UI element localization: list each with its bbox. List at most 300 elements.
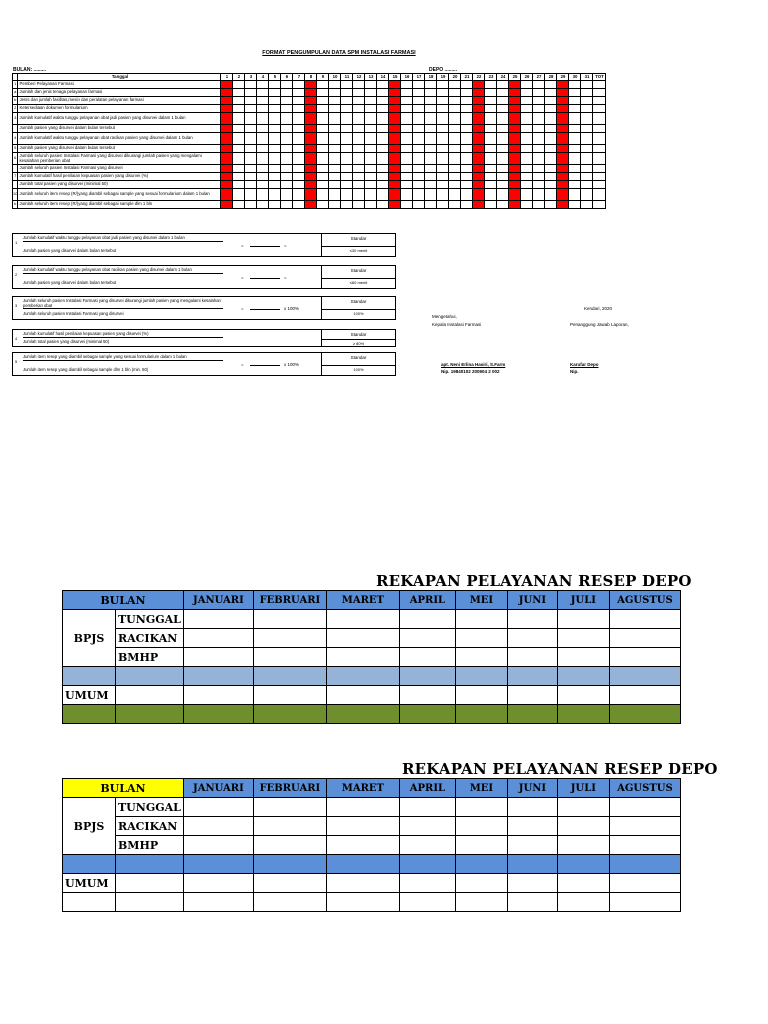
spm-cell[interactable] — [281, 89, 293, 97]
spm-cell[interactable] — [293, 97, 305, 105]
spm-cell[interactable] — [557, 125, 569, 133]
spm-cell[interactable] — [221, 201, 233, 209]
spm-cell[interactable] — [485, 173, 497, 181]
spm-cell[interactable] — [377, 81, 389, 89]
spm-cell[interactable] — [305, 133, 317, 145]
spm-cell[interactable] — [245, 97, 257, 105]
spm-cell[interactable] — [257, 181, 269, 189]
rekap-cell[interactable] — [557, 817, 609, 836]
spm-cell[interactable] — [413, 89, 425, 97]
spm-cell[interactable] — [461, 133, 473, 145]
rekap-cell[interactable] — [507, 817, 557, 836]
rekap-cell[interactable] — [326, 836, 399, 855]
spm-cell[interactable] — [437, 89, 449, 97]
spm-cell[interactable] — [533, 133, 545, 145]
spm-cell[interactable] — [377, 173, 389, 181]
spm-cell[interactable] — [365, 145, 377, 153]
spm-cell[interactable] — [569, 89, 581, 97]
spm-cell[interactable] — [425, 181, 437, 189]
spm-cell[interactable] — [557, 201, 569, 209]
spm-cell[interactable] — [257, 81, 269, 89]
spm-cell[interactable] — [425, 173, 437, 181]
spm-cell[interactable] — [341, 113, 353, 125]
spm-cell[interactable] — [509, 113, 521, 125]
spm-cell[interactable] — [413, 145, 425, 153]
spm-cell[interactable] — [497, 181, 509, 189]
rekap-cell[interactable] — [183, 836, 253, 855]
spm-cell[interactable] — [461, 125, 473, 133]
spm-cell[interactable] — [545, 181, 557, 189]
spm-cell[interactable] — [473, 153, 485, 165]
spm-cell[interactable] — [233, 105, 245, 113]
spm-cell[interactable] — [305, 201, 317, 209]
spm-cell[interactable] — [353, 165, 365, 173]
rekap-cell[interactable] — [557, 648, 609, 667]
spm-cell[interactable] — [437, 113, 449, 125]
total-cell[interactable] — [455, 705, 507, 724]
spm-cell[interactable] — [329, 165, 341, 173]
spm-cell[interactable] — [317, 145, 329, 153]
spm-cell[interactable] — [569, 153, 581, 165]
spm-cell[interactable] — [509, 125, 521, 133]
spm-cell[interactable] — [269, 97, 281, 105]
spm-cell[interactable] — [257, 201, 269, 209]
spm-cell[interactable] — [221, 89, 233, 97]
spm-cell[interactable] — [305, 97, 317, 105]
rekap-cell[interactable] — [399, 817, 455, 836]
spm-cell[interactable] — [425, 97, 437, 105]
spm-cell[interactable] — [473, 173, 485, 181]
spm-cell[interactable] — [341, 133, 353, 145]
spm-cell[interactable] — [581, 113, 593, 125]
rekap-cell[interactable] — [399, 836, 455, 855]
spm-cell[interactable] — [269, 133, 281, 145]
spm-cell[interactable] — [221, 105, 233, 113]
spm-cell[interactable] — [317, 89, 329, 97]
total-cell[interactable] — [63, 705, 116, 724]
spm-cell[interactable] — [593, 133, 606, 145]
spm-cell[interactable] — [497, 125, 509, 133]
spm-cell[interactable] — [329, 89, 341, 97]
spm-cell[interactable] — [389, 89, 401, 97]
total-cell[interactable] — [609, 893, 680, 912]
spm-cell[interactable] — [293, 105, 305, 113]
rekap-cell[interactable] — [455, 836, 507, 855]
spm-cell[interactable] — [509, 201, 521, 209]
spm-cell[interactable] — [569, 133, 581, 145]
spm-cell[interactable] — [449, 153, 461, 165]
spm-cell[interactable] — [425, 145, 437, 153]
spm-cell[interactable] — [233, 89, 245, 97]
spm-cell[interactable] — [473, 145, 485, 153]
spm-cell[interactable] — [389, 81, 401, 89]
spm-cell[interactable] — [437, 165, 449, 173]
spm-cell[interactable] — [521, 97, 533, 105]
spm-cell[interactable] — [401, 181, 413, 189]
spm-cell[interactable] — [221, 97, 233, 105]
spm-cell[interactable] — [401, 97, 413, 105]
spm-cell[interactable] — [341, 189, 353, 201]
spm-cell[interactable] — [545, 189, 557, 201]
rekap-cell[interactable] — [455, 648, 507, 667]
spm-cell[interactable] — [305, 125, 317, 133]
rekap-cell[interactable] — [609, 798, 680, 817]
rekap-cell[interactable] — [455, 874, 507, 893]
spm-cell[interactable] — [221, 113, 233, 125]
rekap-cell[interactable] — [507, 836, 557, 855]
spm-cell[interactable] — [437, 97, 449, 105]
rekap-cell[interactable] — [183, 798, 253, 817]
spm-cell[interactable] — [545, 89, 557, 97]
spm-cell[interactable] — [581, 165, 593, 173]
rekap-cell[interactable] — [507, 686, 557, 705]
spm-cell[interactable] — [329, 181, 341, 189]
rekap-cell[interactable] — [253, 798, 326, 817]
spm-cell[interactable] — [353, 153, 365, 165]
total-cell[interactable] — [557, 705, 609, 724]
spm-cell[interactable] — [461, 165, 473, 173]
rekap-cell[interactable] — [455, 686, 507, 705]
spm-cell[interactable] — [449, 181, 461, 189]
spm-cell[interactable] — [293, 201, 305, 209]
rekap-cell[interactable] — [557, 836, 609, 855]
spm-cell[interactable] — [329, 113, 341, 125]
rekap-cell[interactable] — [183, 686, 253, 705]
spm-cell[interactable] — [473, 89, 485, 97]
spm-cell[interactable] — [557, 153, 569, 165]
spm-cell[interactable] — [341, 201, 353, 209]
spm-cell[interactable] — [473, 189, 485, 201]
spm-cell[interactable] — [401, 153, 413, 165]
spm-cell[interactable] — [581, 81, 593, 89]
rekap-cell[interactable] — [507, 629, 557, 648]
spm-cell[interactable] — [353, 189, 365, 201]
spm-cell[interactable] — [485, 105, 497, 113]
spm-cell[interactable] — [545, 113, 557, 125]
spm-cell[interactable] — [317, 125, 329, 133]
spm-cell[interactable] — [233, 173, 245, 181]
spm-cell[interactable] — [485, 133, 497, 145]
spm-cell[interactable] — [281, 97, 293, 105]
spm-cell[interactable] — [509, 81, 521, 89]
spm-cell[interactable] — [293, 133, 305, 145]
spm-cell[interactable] — [245, 125, 257, 133]
rekap-cell[interactable] — [399, 798, 455, 817]
spm-cell[interactable] — [413, 113, 425, 125]
spm-cell[interactable] — [485, 201, 497, 209]
rekap-cell[interactable] — [326, 648, 399, 667]
spm-cell[interactable] — [317, 173, 329, 181]
spm-cell[interactable] — [281, 201, 293, 209]
spm-cell[interactable] — [233, 133, 245, 145]
spm-cell[interactable] — [449, 105, 461, 113]
spm-cell[interactable] — [425, 201, 437, 209]
rekap-cell[interactable] — [609, 686, 680, 705]
spm-cell[interactable] — [593, 89, 606, 97]
spm-cell[interactable] — [305, 113, 317, 125]
spm-cell[interactable] — [497, 81, 509, 89]
spm-cell[interactable] — [413, 105, 425, 113]
spm-cell[interactable] — [221, 133, 233, 145]
spm-cell[interactable] — [581, 89, 593, 97]
spm-cell[interactable] — [497, 173, 509, 181]
spm-cell[interactable] — [449, 125, 461, 133]
spm-cell[interactable] — [365, 113, 377, 125]
spm-cell[interactable] — [329, 105, 341, 113]
spm-cell[interactable] — [485, 97, 497, 105]
spm-cell[interactable] — [281, 105, 293, 113]
spm-cell[interactable] — [521, 89, 533, 97]
spm-cell[interactable] — [509, 145, 521, 153]
spm-cell[interactable] — [329, 81, 341, 89]
spm-cell[interactable] — [485, 113, 497, 125]
spm-cell[interactable] — [497, 89, 509, 97]
rekap-cell[interactable] — [455, 610, 507, 629]
spm-cell[interactable] — [557, 97, 569, 105]
spm-cell[interactable] — [269, 165, 281, 173]
spm-cell[interactable] — [593, 173, 606, 181]
spm-cell[interactable] — [377, 97, 389, 105]
rekap-cell[interactable] — [609, 629, 680, 648]
spm-cell[interactable] — [305, 189, 317, 201]
spm-cell[interactable] — [449, 201, 461, 209]
rekap-cell[interactable] — [609, 610, 680, 629]
spm-cell[interactable] — [365, 173, 377, 181]
spm-cell[interactable] — [389, 165, 401, 173]
spm-cell[interactable] — [509, 133, 521, 145]
rekap-cell[interactable] — [326, 874, 399, 893]
spm-cell[interactable] — [497, 165, 509, 173]
spm-cell[interactable] — [449, 133, 461, 145]
spm-cell[interactable] — [257, 165, 269, 173]
spm-cell[interactable] — [389, 189, 401, 201]
spm-cell[interactable] — [293, 113, 305, 125]
spm-cell[interactable] — [461, 113, 473, 125]
spm-cell[interactable] — [221, 145, 233, 153]
spm-cell[interactable] — [569, 165, 581, 173]
rekap-cell[interactable] — [326, 798, 399, 817]
spm-cell[interactable] — [509, 189, 521, 201]
spm-cell[interactable] — [353, 145, 365, 153]
spm-cell[interactable] — [389, 105, 401, 113]
spm-cell[interactable] — [497, 113, 509, 125]
spm-cell[interactable] — [281, 125, 293, 133]
total-cell[interactable] — [253, 893, 326, 912]
spm-cell[interactable] — [521, 105, 533, 113]
spm-cell[interactable] — [497, 97, 509, 105]
spm-cell[interactable] — [317, 133, 329, 145]
total-cell[interactable] — [326, 893, 399, 912]
spm-cell[interactable] — [545, 201, 557, 209]
spm-cell[interactable] — [305, 81, 317, 89]
spm-cell[interactable] — [593, 165, 606, 173]
spm-cell[interactable] — [233, 125, 245, 133]
spm-cell[interactable] — [353, 105, 365, 113]
spm-cell[interactable] — [413, 81, 425, 89]
spm-cell[interactable] — [569, 125, 581, 133]
spm-cell[interactable] — [473, 97, 485, 105]
spm-cell[interactable] — [377, 181, 389, 189]
spm-cell[interactable] — [389, 201, 401, 209]
spm-cell[interactable] — [317, 97, 329, 105]
spm-cell[interactable] — [269, 89, 281, 97]
spm-cell[interactable] — [317, 189, 329, 201]
spm-cell[interactable] — [341, 81, 353, 89]
spm-cell[interactable] — [329, 97, 341, 105]
rekap-cell[interactable] — [507, 610, 557, 629]
rekap-cell[interactable] — [253, 629, 326, 648]
spm-cell[interactable] — [281, 133, 293, 145]
spm-cell[interactable] — [341, 165, 353, 173]
spm-cell[interactable] — [305, 173, 317, 181]
spm-cell[interactable] — [329, 173, 341, 181]
spm-cell[interactable] — [581, 153, 593, 165]
spm-cell[interactable] — [317, 113, 329, 125]
spm-cell[interactable] — [557, 173, 569, 181]
spm-cell[interactable] — [413, 181, 425, 189]
spm-cell[interactable] — [233, 165, 245, 173]
rekap-cell[interactable] — [557, 629, 609, 648]
spm-cell[interactable] — [377, 133, 389, 145]
rekap-cell[interactable] — [183, 610, 253, 629]
spm-cell[interactable] — [353, 133, 365, 145]
spm-cell[interactable] — [377, 105, 389, 113]
spm-cell[interactable] — [461, 145, 473, 153]
spm-cell[interactable] — [461, 81, 473, 89]
spm-cell[interactable] — [581, 97, 593, 105]
spm-cell[interactable] — [401, 189, 413, 201]
spm-cell[interactable] — [293, 181, 305, 189]
spm-cell[interactable] — [221, 153, 233, 165]
spm-cell[interactable] — [569, 113, 581, 125]
spm-cell[interactable] — [389, 173, 401, 181]
spm-cell[interactable] — [437, 145, 449, 153]
spm-cell[interactable] — [449, 165, 461, 173]
spm-cell[interactable] — [401, 113, 413, 125]
spm-cell[interactable] — [269, 189, 281, 201]
spm-cell[interactable] — [245, 145, 257, 153]
total-cell[interactable] — [507, 705, 557, 724]
spm-cell[interactable] — [401, 133, 413, 145]
spm-cell[interactable] — [365, 153, 377, 165]
spm-cell[interactable] — [257, 113, 269, 125]
spm-cell[interactable] — [533, 125, 545, 133]
spm-cell[interactable] — [221, 189, 233, 201]
spm-cell[interactable] — [485, 153, 497, 165]
spm-cell[interactable] — [413, 153, 425, 165]
spm-cell[interactable] — [473, 125, 485, 133]
spm-cell[interactable] — [497, 189, 509, 201]
spm-cell[interactable] — [269, 81, 281, 89]
spm-cell[interactable] — [281, 145, 293, 153]
rekap-cell[interactable] — [253, 874, 326, 893]
spm-cell[interactable] — [233, 145, 245, 153]
rekap-cell[interactable] — [183, 629, 253, 648]
spm-cell[interactable] — [257, 133, 269, 145]
spm-cell[interactable] — [509, 173, 521, 181]
spm-cell[interactable] — [569, 189, 581, 201]
spm-cell[interactable] — [293, 165, 305, 173]
spm-cell[interactable] — [509, 105, 521, 113]
spm-cell[interactable] — [233, 81, 245, 89]
spm-cell[interactable] — [545, 125, 557, 133]
spm-cell[interactable] — [485, 81, 497, 89]
spm-cell[interactable] — [389, 113, 401, 125]
spm-cell[interactable] — [353, 181, 365, 189]
spm-cell[interactable] — [245, 181, 257, 189]
spm-cell[interactable] — [233, 113, 245, 125]
rekap-cell[interactable] — [326, 629, 399, 648]
spm-cell[interactable] — [449, 145, 461, 153]
spm-cell[interactable] — [461, 153, 473, 165]
spm-cell[interactable] — [557, 181, 569, 189]
spm-cell[interactable] — [485, 181, 497, 189]
spm-cell[interactable] — [353, 173, 365, 181]
total-cell[interactable] — [609, 705, 680, 724]
spm-cell[interactable] — [569, 145, 581, 153]
rekap-cell[interactable] — [455, 629, 507, 648]
spm-cell[interactable] — [233, 97, 245, 105]
spm-cell[interactable] — [341, 125, 353, 133]
spm-cell[interactable] — [461, 105, 473, 113]
spm-cell[interactable] — [329, 133, 341, 145]
spm-cell[interactable] — [341, 105, 353, 113]
spm-cell[interactable] — [533, 201, 545, 209]
rekap-cell[interactable] — [399, 629, 455, 648]
spm-cell[interactable] — [521, 145, 533, 153]
spm-cell[interactable] — [593, 145, 606, 153]
spm-cell[interactable] — [257, 189, 269, 201]
spm-cell[interactable] — [413, 97, 425, 105]
spm-cell[interactable] — [461, 181, 473, 189]
spm-cell[interactable] — [401, 145, 413, 153]
spm-cell[interactable] — [269, 181, 281, 189]
spm-cell[interactable] — [353, 125, 365, 133]
spm-cell[interactable] — [569, 105, 581, 113]
spm-cell[interactable] — [425, 105, 437, 113]
spm-cell[interactable] — [377, 189, 389, 201]
spm-cell[interactable] — [353, 97, 365, 105]
rekap-cell[interactable] — [183, 648, 253, 667]
spm-cell[interactable] — [293, 173, 305, 181]
spm-cell[interactable] — [485, 165, 497, 173]
spm-cell[interactable] — [557, 113, 569, 125]
total-cell[interactable] — [557, 893, 609, 912]
spm-cell[interactable] — [545, 153, 557, 165]
spm-cell[interactable] — [389, 145, 401, 153]
spm-cell[interactable] — [437, 105, 449, 113]
spm-cell[interactable] — [221, 181, 233, 189]
spm-cell[interactable] — [413, 173, 425, 181]
spm-cell[interactable] — [353, 201, 365, 209]
spm-cell[interactable] — [557, 133, 569, 145]
rekap-cell[interactable] — [557, 686, 609, 705]
spm-cell[interactable] — [497, 145, 509, 153]
spm-cell[interactable] — [521, 113, 533, 125]
spm-cell[interactable] — [329, 145, 341, 153]
total-cell[interactable] — [183, 893, 253, 912]
spm-cell[interactable] — [425, 81, 437, 89]
rekap-cell[interactable] — [609, 648, 680, 667]
spm-cell[interactable] — [521, 165, 533, 173]
spm-cell[interactable] — [569, 97, 581, 105]
spm-cell[interactable] — [389, 181, 401, 189]
spm-cell[interactable] — [593, 201, 606, 209]
spm-cell[interactable] — [257, 125, 269, 133]
spm-cell[interactable] — [377, 201, 389, 209]
spm-cell[interactable] — [389, 125, 401, 133]
spm-cell[interactable] — [293, 153, 305, 165]
